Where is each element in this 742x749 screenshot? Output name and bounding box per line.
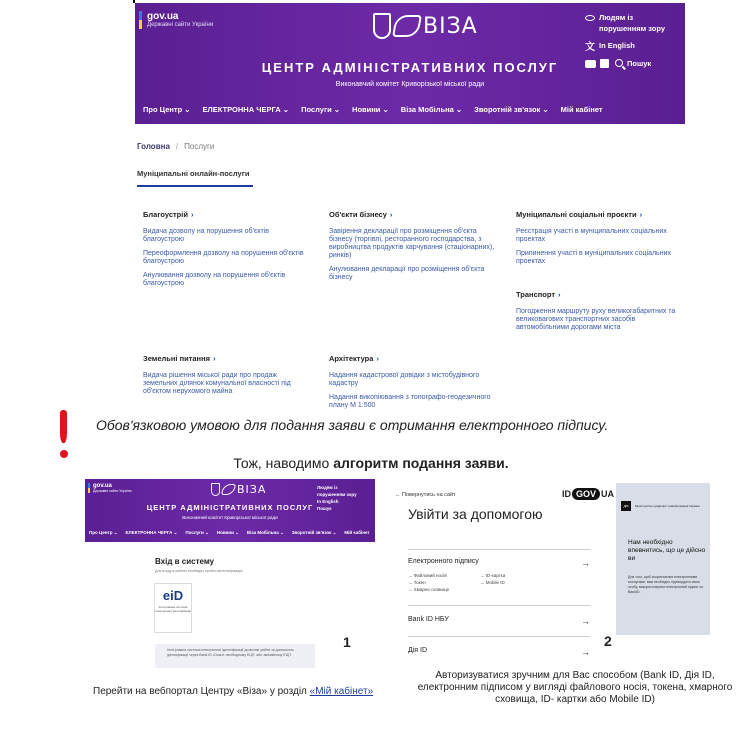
brand-ua: UA bbox=[601, 489, 615, 499]
brand-id: ID bbox=[562, 489, 571, 499]
option-token[interactable]: → Токен bbox=[408, 580, 426, 585]
bank-id-option[interactable] bbox=[408, 616, 590, 626]
divider bbox=[408, 549, 590, 550]
chevron-right-icon: › bbox=[639, 210, 643, 219]
gov-sub: Державні сайти України bbox=[93, 489, 132, 493]
step1-header bbox=[85, 479, 375, 542]
language-label: In English bbox=[599, 41, 635, 50]
logo-text: ВІЗА bbox=[423, 13, 478, 39]
service-link[interactable]: Надання кадастрової довідки з містобудівного кадастру bbox=[329, 372, 480, 387]
diia-panel bbox=[616, 483, 710, 635]
service-link[interactable]: Анулювання декларації про розміщення об'єкта бізнесу bbox=[329, 266, 485, 281]
translate-icon: 文 bbox=[585, 42, 595, 53]
site-title: ЦЕНТР АДМІНІСТРАТИВНИХ ПОСЛУГ bbox=[146, 503, 314, 512]
step2-caption: Авторизуватися зручним для Вас способом (Bank ID, Дія ID, електронним підписом у вигляді файлового носія, токена, хмарного сховища, ID- картки або Mobile ID) bbox=[417, 670, 733, 705]
viza-logo[interactable] bbox=[373, 13, 478, 39]
signature-options-left bbox=[408, 572, 449, 593]
tab-municipal-services[interactable]: Муніципальні онлайн-послуги bbox=[137, 169, 250, 178]
nav-mobile[interactable]: Віза Мобільна ⌄ bbox=[246, 530, 284, 535]
divider bbox=[408, 636, 590, 637]
service-link[interactable]: Реєстрація участі в муніципальних соціальних проектах bbox=[516, 228, 667, 243]
site-subtitle: Виконавчий комітет Криворізької міської ради bbox=[182, 515, 278, 520]
nav-mobile[interactable]: Віза Мобільна ⌄ bbox=[400, 105, 463, 114]
eid-text: Інтегрована система електронної ідентифікації bbox=[155, 605, 191, 613]
id-gov-ua-logo bbox=[562, 488, 614, 500]
service-link[interactable]: Видача рішення міської ради про продаж земельних ділянок комунальної власності під об'єктом нерухомого майна bbox=[143, 372, 291, 395]
arrow-right-icon: → bbox=[581, 616, 590, 626]
electronic-signature-option[interactable] bbox=[408, 558, 590, 568]
accessibility-label: Людям із bbox=[599, 13, 634, 22]
service-link[interactable]: Припинення участі в муніципальних соціальних проектах bbox=[516, 250, 671, 265]
nav-queue[interactable]: ЕЛЕКТРОННА ЧЕРГА ⌄ bbox=[125, 530, 178, 535]
eid-login-button[interactable] bbox=[154, 583, 192, 633]
gov-name: gov.ua bbox=[147, 11, 179, 22]
warning-text: Обов'язковою умовою для подання заяви є отримання електронного підпису. bbox=[96, 417, 609, 433]
crest-icon bbox=[373, 13, 391, 39]
nav-services[interactable]: Послуги ⌄ bbox=[301, 105, 341, 114]
step-number-2: 2 bbox=[604, 633, 612, 649]
category-blagoustriy bbox=[143, 211, 308, 294]
chevron-right-icon: › bbox=[389, 210, 393, 219]
category-social bbox=[516, 211, 688, 272]
header-tools bbox=[585, 13, 665, 73]
gov-name: gov.ua bbox=[93, 483, 112, 489]
accessibility-label-2: порушенням зору bbox=[599, 24, 666, 33]
diia-question: Нам необхідно впевнитись, що це дійсно ви bbox=[628, 539, 706, 562]
gov-ua-link[interactable] bbox=[88, 483, 132, 493]
eye-icon bbox=[585, 15, 595, 21]
search-icon bbox=[615, 59, 623, 67]
step1-caption bbox=[93, 686, 373, 697]
horse-icon bbox=[221, 484, 236, 495]
arrow-right-icon: → bbox=[581, 558, 590, 568]
option-file[interactable]: → Файловий носій bbox=[408, 573, 447, 578]
crest-icon bbox=[211, 483, 220, 496]
nav-feedback[interactable]: Зворотній зв'язок ⌄ bbox=[291, 530, 337, 535]
nav-queue[interactable]: ЕЛЕКТРОННА ЧЕРГА ⌄ bbox=[202, 105, 290, 114]
accessibility-label-2[interactable]: порушенням зору bbox=[317, 492, 357, 497]
option-id-card[interactable]: → ID-картка bbox=[480, 573, 506, 578]
diia-id-option[interactable] bbox=[408, 647, 590, 657]
ukraine-flag-icon bbox=[139, 11, 142, 29]
horse-icon bbox=[392, 15, 422, 37]
nav-about[interactable]: Про Центр ⌄ bbox=[143, 105, 191, 114]
service-link[interactable]: Погодження маршруту руху великогабаритних та великовагових транспортних засобів автомобільними дорогами міста bbox=[516, 308, 676, 331]
site-subtitle: Виконавчий комітет Криворізької міської ради bbox=[335, 81, 485, 88]
accessibility-link[interactable] bbox=[585, 13, 665, 22]
login-with-title: Увійти за допомогою bbox=[408, 506, 543, 522]
signature-options-right bbox=[480, 572, 505, 586]
category-heading[interactable]: Земельні питання bbox=[143, 354, 210, 363]
diia-logo: дія bbox=[621, 501, 631, 511]
viza-logo[interactable] bbox=[211, 483, 266, 496]
divider bbox=[408, 605, 590, 606]
chevron-right-icon: › bbox=[190, 210, 194, 219]
diia-text: Для того, щоб скористатися електронними послугами, вам необхідно підтвердити свою особу, використовуючи електронний підпис чи BankID. bbox=[628, 575, 703, 594]
service-link[interactable]: Анулювання дозволу на порушення об'єктів благоустрою bbox=[143, 272, 286, 287]
algorithm-prefix: Тож, наводимо bbox=[233, 455, 334, 471]
signature-label: Електронного підпису bbox=[408, 558, 479, 565]
ukraine-flag-icon bbox=[88, 483, 90, 493]
service-link[interactable]: Завірення декларації про розміщення об'єкта бізнесу (торгівлі, ресторанного господарства, з виробництва продуктів харчування (стаціонарних), ринків) bbox=[329, 228, 495, 259]
breadcrumb bbox=[137, 142, 214, 151]
site-header bbox=[135, 3, 685, 124]
back-to-site-link[interactable]: ← Повернутись на сайт bbox=[395, 492, 456, 498]
category-heading[interactable]: Транспорт bbox=[516, 290, 556, 299]
eid-logo: eiD bbox=[162, 588, 184, 603]
search-label: Пошук bbox=[627, 58, 652, 68]
brand-gov: GOV bbox=[572, 488, 600, 500]
breadcrumb-home[interactable]: Головна bbox=[137, 142, 170, 151]
breadcrumb-current: Послуги bbox=[184, 142, 215, 151]
step-number-1: 1 bbox=[343, 634, 351, 650]
bank-id-label: Bank ID НБУ bbox=[408, 616, 449, 623]
category-heading[interactable]: Архітектура bbox=[329, 354, 374, 363]
nav-services[interactable]: Послуги ⌄ bbox=[185, 530, 209, 535]
nav-feedback[interactable]: Зворотній зв'язок ⌄ bbox=[474, 105, 549, 114]
tab-underline bbox=[137, 185, 253, 187]
site-title: ЦЕНТР АДМІНІСТРАТИВНИХ ПОСЛУГ bbox=[261, 60, 559, 75]
login-title: Вхід в систему bbox=[155, 557, 215, 566]
step1-screenshot bbox=[85, 479, 375, 675]
arrow-right-icon: → bbox=[581, 647, 590, 657]
category-transport bbox=[516, 291, 688, 338]
language-link[interactable] bbox=[585, 38, 665, 53]
nav-news[interactable]: Новини ⌄ bbox=[352, 105, 389, 114]
my-cabinet-link[interactable]: «Мій кабінет» bbox=[309, 686, 374, 697]
service-link[interactable]: Видача дозволу на порушення об'єктів благоустрою bbox=[143, 228, 270, 243]
category-architecture bbox=[329, 355, 501, 416]
eid-note: Інтегрована система електронної ідентифікації дозволяє увійти за допомогою ідентифікації через Bank iD, iDcard, необхідному ЕЦП, або звичайному ЕЦП. bbox=[155, 644, 315, 668]
nav-about[interactable]: Про Центр ⌄ bbox=[89, 530, 118, 535]
diia-ministry: Міністерство цифрової трансформації України bbox=[635, 504, 700, 508]
chevron-right-icon: › bbox=[558, 290, 561, 299]
logo-text: ВІЗА bbox=[237, 483, 267, 496]
category-land bbox=[143, 355, 308, 402]
chevron-right-icon: › bbox=[212, 354, 216, 363]
category-heading[interactable]: Муніципальні соціальні проєкти bbox=[516, 210, 637, 219]
gov-sub: Державні сайти України bbox=[147, 22, 214, 28]
gov-ua-link[interactable] bbox=[139, 11, 213, 29]
search-button[interactable] bbox=[615, 59, 651, 68]
main-nav bbox=[143, 105, 603, 114]
breadcrumb-separator: / bbox=[175, 142, 179, 151]
accessibility-label[interactable]: Людям із bbox=[317, 485, 338, 490]
step2-screenshot bbox=[390, 486, 706, 661]
option-mobile-id[interactable]: → Mobile ID bbox=[480, 580, 505, 585]
diia-id-label: Дія ID bbox=[408, 647, 428, 654]
chevron-right-icon: › bbox=[376, 354, 379, 363]
option-cloud[interactable]: → Хмарне сховище bbox=[408, 587, 450, 592]
step1-caption-text: Перейти на вебпортал Центру «Віза» у розділ bbox=[93, 686, 310, 697]
header-tools bbox=[317, 484, 357, 512]
category-business bbox=[329, 211, 501, 288]
login-subtitle: Для входу в кабінет необхідно пройти автентифікацію bbox=[155, 569, 243, 573]
algorithm-bold: алгоритм подання заяви. bbox=[333, 455, 509, 471]
step1-nav bbox=[89, 530, 370, 536]
facebook-icon[interactable] bbox=[600, 59, 609, 68]
language-label[interactable]: In English bbox=[317, 499, 339, 504]
service-link[interactable]: Переоформлення дозволу на порушення об'єктів благоустрою bbox=[143, 250, 304, 265]
nav-news[interactable]: Новини ⌄ bbox=[216, 530, 239, 535]
nav-cabinet[interactable]: Мій кабінет bbox=[560, 105, 603, 114]
youtube-icon[interactable] bbox=[585, 60, 596, 68]
category-heading[interactable]: Об'єкти бізнесу bbox=[329, 210, 387, 219]
search-label[interactable]: Пошук bbox=[317, 506, 332, 511]
service-link[interactable]: Надання викопіювання з топографо-геодезичного плану М 1:500 bbox=[329, 394, 491, 409]
category-heading[interactable]: Благоустрій bbox=[143, 210, 188, 219]
algorithm-heading bbox=[0, 455, 742, 471]
nav-cabinet[interactable]: Мій кабінет bbox=[344, 530, 370, 535]
